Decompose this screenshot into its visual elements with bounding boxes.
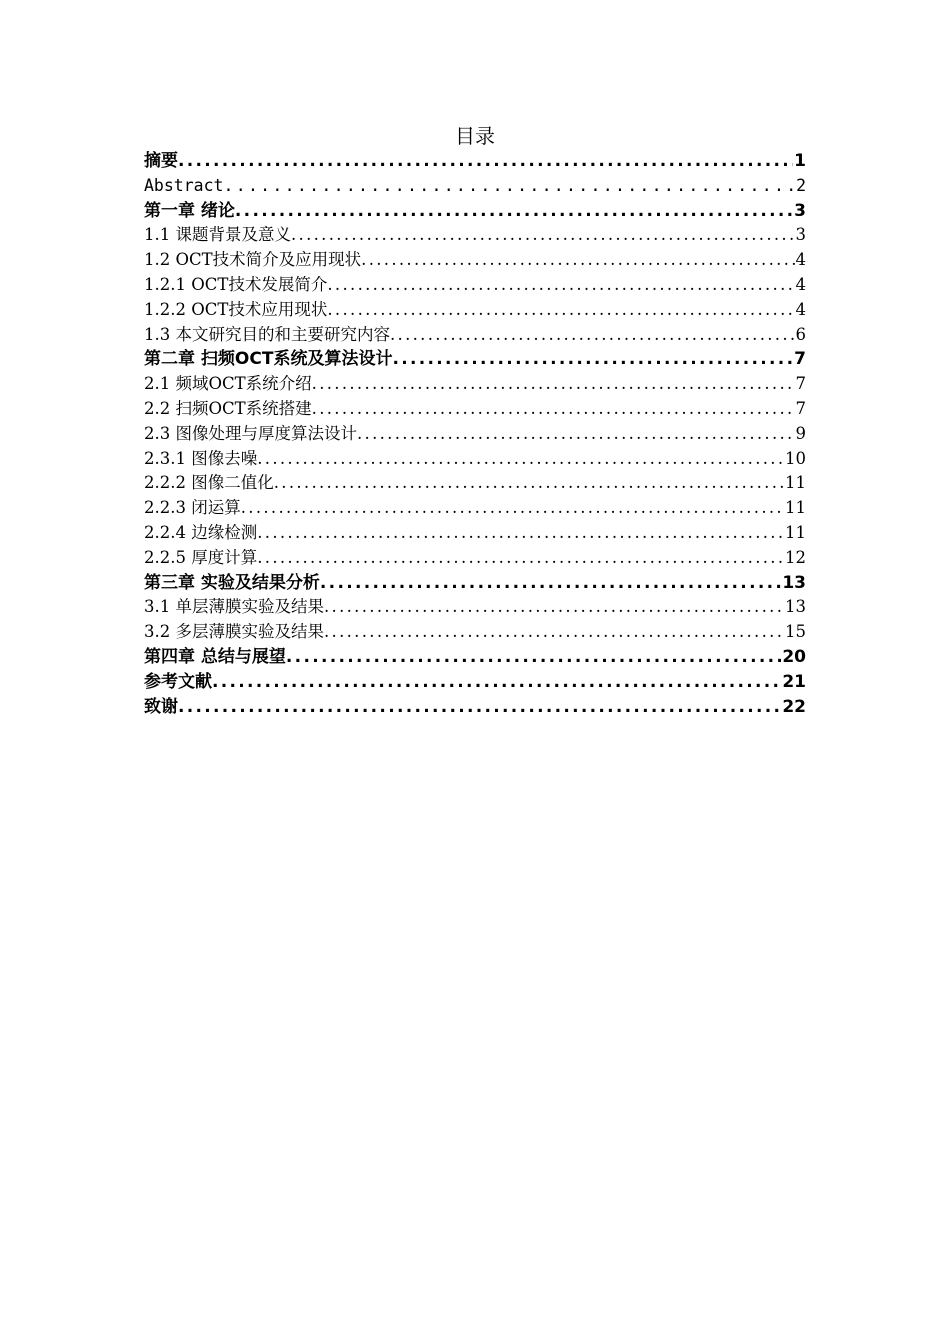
toc-entry-page-number: 11 [785, 522, 806, 542]
toc-title: 目录 [455, 124, 495, 148]
toc-entry-page-number: 4 [795, 274, 806, 294]
toc-entry-label: 2.2 扫频OCT系统搭建 [144, 398, 312, 418]
toc-entry-page-number: 7 [795, 374, 806, 394]
toc-entry-label: 致谢 [144, 696, 178, 717]
dot-leader [390, 323, 795, 348]
dot-leader [257, 521, 784, 546]
dot-leader [357, 422, 795, 447]
toc-entry-label: 1.2 OCT技术简介及应用现状 [144, 250, 362, 270]
dot-leader [361, 248, 794, 273]
toc-entry-label: 2.2.3 闭运算 [144, 498, 241, 518]
dot-leader [320, 571, 781, 596]
toc-entry-section-1-1[interactable] [144, 223, 806, 248]
toc-entry-page-number: 1 [794, 151, 806, 171]
toc-entry-label: 第四章 总结与展望 [144, 646, 286, 667]
toc-entry-label: 2.1 频域OCT系统介绍 [144, 374, 312, 394]
toc-entry-label: 3.2 多层薄膜实验及结果 [144, 622, 324, 642]
toc-entry-page-number: 10 [785, 448, 806, 468]
toc-entry-section-1-3[interactable] [144, 323, 806, 348]
dot-leader [235, 199, 793, 224]
toc-entry-section-2-1[interactable] [144, 372, 806, 397]
dot-leader [223, 174, 795, 199]
toc-entry-label: 摘要 [144, 151, 178, 171]
table-of-contents [144, 149, 806, 719]
dot-leader [312, 372, 795, 397]
toc-entry-references[interactable] [144, 670, 806, 695]
dot-leader [178, 149, 793, 174]
toc-entry-label: 2.2.2 图像二值化 [144, 473, 274, 493]
toc-entry-label: 1.3 本文研究目的和主要研究内容 [144, 324, 390, 344]
toc-entry-label: 3.1 单层薄膜实验及结果 [144, 597, 324, 617]
toc-entry-section-1-2-1[interactable] [144, 273, 806, 298]
toc-entry-abstract-cn[interactable] [144, 149, 806, 174]
dot-leader [392, 347, 793, 372]
toc-entry-page-number: 21 [782, 671, 806, 692]
dot-leader [257, 546, 784, 571]
toc-entry-section-1-2-2[interactable] [144, 298, 806, 323]
toc-entry-section-2-2-5[interactable] [144, 546, 806, 571]
toc-entry-page-number: 3 [794, 200, 806, 221]
toc-entry-label: 1.1 课题背景及意义 [144, 225, 291, 245]
toc-entry-label: 2.3 图像处理与厚度算法设计 [144, 423, 357, 443]
toc-entry-chapter-3[interactable] [144, 571, 806, 596]
toc-entry-page-number: 11 [785, 473, 806, 493]
toc-entry-page-number: 2 [796, 175, 806, 195]
dot-leader [327, 298, 794, 323]
toc-entry-section-2-3[interactable] [144, 422, 806, 447]
toc-entry-page-number: 4 [795, 299, 806, 319]
toc-entry-page-number: 4 [795, 250, 806, 270]
toc-entry-label: 2.2.4 边缘检测 [144, 522, 258, 542]
toc-entry-abstract-en[interactable] [144, 174, 806, 199]
toc-entry-chapter-2[interactable] [144, 347, 806, 372]
toc-entry-section-3-2[interactable] [144, 620, 806, 645]
toc-entry-label: 1.2.2 OCT技术应用现状 [144, 299, 328, 319]
toc-entry-section-2-2[interactable] [144, 397, 806, 422]
dot-leader [274, 471, 784, 496]
toc-entry-page-number: 11 [785, 498, 806, 518]
toc-entry-label: 2.2.5 厚度计算 [144, 547, 258, 567]
toc-entry-label: 第三章 实验及结果分析 [144, 572, 320, 593]
dot-leader [327, 273, 794, 298]
toc-entry-chapter-4[interactable] [144, 645, 806, 670]
toc-entry-page-number: 7 [794, 349, 806, 370]
toc-entry-chapter-1[interactable] [144, 199, 806, 224]
dot-leader [324, 595, 784, 620]
dot-leader [178, 695, 781, 720]
toc-entry-label: 2.3.1 图像去噪 [144, 448, 258, 468]
toc-entry-section-1-2[interactable] [144, 248, 806, 273]
toc-entry-label: 第一章 绪论 [144, 200, 235, 221]
dot-leader [241, 496, 784, 521]
toc-entry-page-number: 12 [785, 547, 806, 567]
dot-leader [312, 397, 795, 422]
toc-entry-page-number: 20 [782, 646, 806, 667]
dot-leader [212, 670, 781, 695]
dot-leader [257, 447, 784, 472]
toc-entry-page-number: 3 [795, 225, 806, 245]
toc-entry-section-2-2-3[interactable] [144, 496, 806, 521]
toc-entry-page-number: 13 [782, 572, 806, 593]
toc-entry-label: Abstract [144, 175, 224, 195]
dot-leader [324, 620, 784, 645]
toc-entry-label: 第二章 扫频OCT系统及算法设计 [144, 349, 393, 370]
dot-leader [291, 223, 795, 248]
toc-entry-page-number: 9 [795, 423, 806, 443]
toc-entry-label: 参考文献 [144, 671, 212, 692]
toc-entry-section-2-3-1[interactable] [144, 447, 806, 472]
toc-entry-section-2-2-2[interactable] [144, 471, 806, 496]
toc-entry-section-3-1[interactable] [144, 595, 806, 620]
toc-entry-acknowledgements[interactable] [144, 695, 806, 720]
dot-leader [286, 645, 781, 670]
toc-entry-page-number: 6 [795, 324, 806, 344]
toc-entry-label: 1.2.1 OCT技术发展简介 [144, 274, 328, 294]
toc-entry-page-number: 22 [782, 696, 806, 717]
toc-entry-section-2-2-4[interactable] [144, 521, 806, 546]
toc-entry-page-number: 13 [785, 597, 806, 617]
toc-entry-page-number: 15 [785, 622, 806, 642]
toc-entry-page-number: 7 [795, 398, 806, 418]
